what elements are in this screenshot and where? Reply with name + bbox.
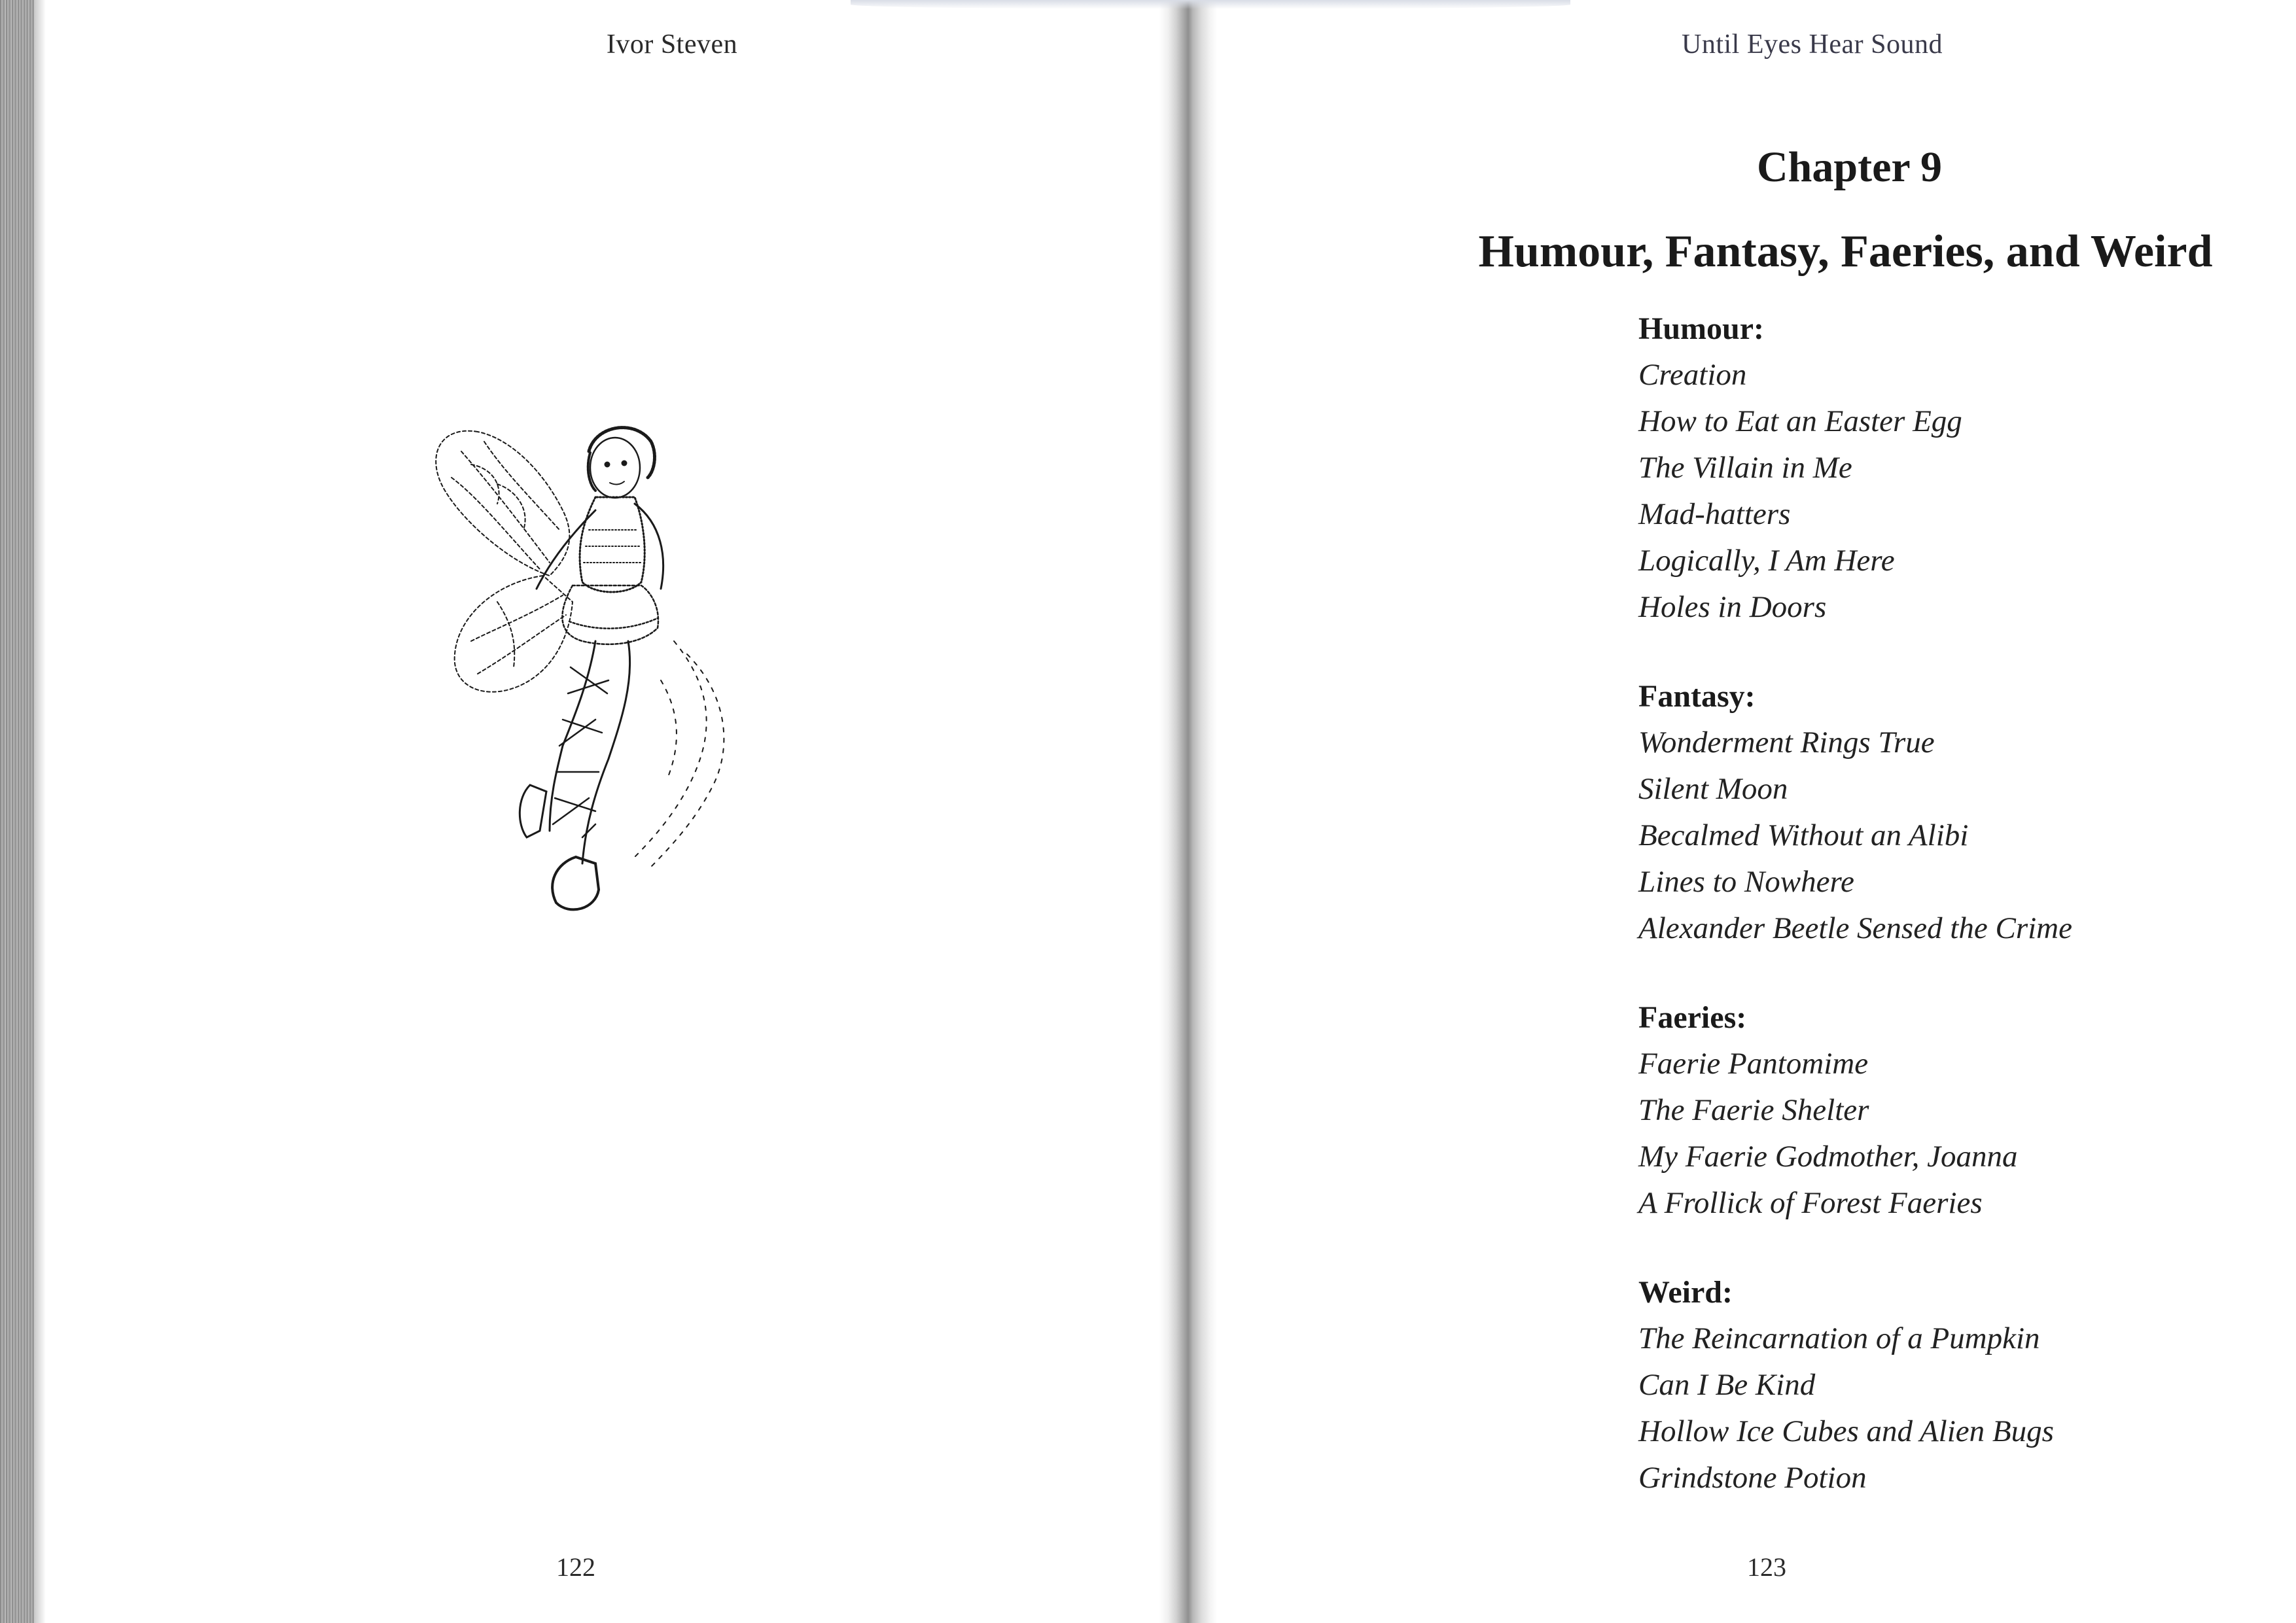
poem-title: Logically, I Am Here	[1638, 544, 1895, 578]
fairy-upper-wing	[436, 431, 569, 576]
page-edge-shadow	[34, 0, 46, 1623]
poem-title: Grindstone Potion	[1638, 1461, 1867, 1495]
fairy-lower-wing	[455, 576, 573, 692]
fairy-skirt	[562, 585, 658, 644]
running-head-title	[1217, 29, 2296, 60]
poem-title: Lines to Nowhere	[1638, 865, 1854, 899]
book-title: Until Eyes Hear Sound	[1682, 29, 1943, 60]
section-weird	[1638, 1270, 2293, 1501]
section-heading: Fantasy:	[1638, 679, 1756, 714]
poem-title: The Reincarnation of a Pumpkin	[1638, 1321, 2040, 1355]
section-heading: Faeries:	[1638, 1000, 1747, 1035]
poem-title: The Faerie Shelter	[1638, 1093, 1869, 1127]
poem-title: Creation	[1638, 358, 1747, 392]
poem-title: A Frollick of Forest Faeries	[1638, 1186, 1983, 1220]
fairy-body	[537, 497, 663, 592]
section-heading: Humour:	[1638, 311, 1764, 346]
chapter-number: Chapter 9	[1757, 143, 1942, 191]
page-number-right: 123	[1747, 1552, 1786, 1582]
poem-title: Silent Moon	[1638, 772, 1788, 806]
poem-title: Faerie Pantomime	[1638, 1047, 1869, 1081]
poem-title: Holes in Doors	[1638, 590, 1827, 624]
poem-title: How to Eat an Easter Egg	[1638, 404, 1962, 438]
section-heading: Weird:	[1638, 1275, 1733, 1310]
book-gutter	[1159, 0, 1217, 1623]
chapter-title	[1217, 226, 2296, 278]
poem-title: Alexander Beetle Sensed the Crime	[1638, 911, 2072, 945]
poem-title: Can I Be Kind	[1638, 1368, 1816, 1402]
author-name: Ivor Steven	[606, 29, 738, 60]
poem-title: Mad-hatters	[1638, 497, 1791, 531]
page-number-left: 122	[556, 1552, 595, 1582]
poem-title: Wonderment Rings True	[1638, 725, 1935, 759]
chapter-label	[1217, 143, 2296, 192]
left-page	[46, 0, 1159, 1623]
running-head-author	[46, 29, 1159, 60]
fairy-illustration	[399, 406, 798, 994]
chapter-title-text: Humour, Fantasy, Faeries, and Weird	[1478, 226, 2213, 277]
right-page	[1217, 0, 2296, 1623]
poem-title: The Villain in Me	[1638, 451, 1852, 485]
section-faeries	[1638, 995, 2293, 1227]
section-fantasy	[1638, 674, 2293, 952]
fairy-legs	[520, 641, 629, 909]
poem-title: My Faerie Godmother, Joanna	[1638, 1140, 2018, 1174]
fairy-trail	[635, 641, 724, 870]
fairy-head	[588, 428, 655, 498]
section-humour	[1638, 306, 2293, 631]
chapter-contents	[1638, 306, 2293, 1544]
poem-title: Becalmed Without an Alibi	[1638, 818, 1969, 852]
poem-title: Hollow Ice Cubes and Alien Bugs	[1638, 1414, 2054, 1448]
page-edge-left	[0, 0, 34, 1623]
